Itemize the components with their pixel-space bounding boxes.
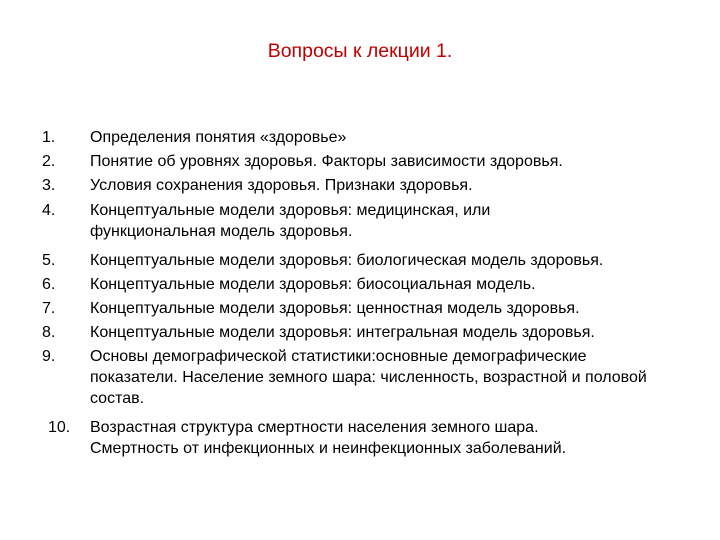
- list-item: [42, 127, 702, 148]
- item-number: 6.: [42, 275, 56, 293]
- item-number: 2.: [42, 153, 56, 171]
- item-text: Концептуальные модели здоровья: биологическая модель здоровья.: [90, 251, 604, 269]
- list-item: [42, 250, 702, 271]
- item-number: 10.: [48, 419, 71, 437]
- item-text: Понятие об уровнях здоровья. Факторы зависимости здоровья.: [90, 153, 563, 171]
- item-text: Концептуальные модели здоровья: медицинская, или функциональная модель здоровья.: [90, 201, 491, 240]
- item-text: Возрастная структура смертности населения земного шара. Смертность от инфекционных и неинфекционных заболеваний.: [90, 419, 567, 458]
- item-text: Концептуальные модели здоровья: интегральная модель здоровья.: [90, 324, 595, 342]
- question-list: [42, 127, 702, 463]
- list-item: [42, 151, 702, 172]
- item-text: Концептуальные модели здоровья: биосоциальная модель.: [90, 275, 536, 293]
- item-number: 4.: [42, 201, 56, 219]
- item-number: 1.: [42, 129, 56, 146]
- item-number: 9.: [42, 348, 56, 366]
- list-item: [42, 274, 702, 295]
- list-item: [42, 417, 702, 459]
- list-item: [42, 346, 702, 409]
- item-text: Концептуальные модели здоровья: ценностная модель здоровья.: [90, 299, 580, 317]
- list-item: [42, 175, 702, 196]
- item-text: Основы демографической статистики:основные демографические показатели. Население земного шара: численность, возрастной и половой состав.: [90, 348, 647, 408]
- item-number: 3.: [42, 177, 56, 195]
- list-item: [42, 200, 702, 242]
- item-number: 5.: [42, 251, 56, 269]
- list-item: [42, 298, 702, 319]
- item-number: 7.: [42, 299, 56, 317]
- item-number: 8.: [42, 324, 56, 342]
- list-item: [42, 322, 702, 343]
- slide-title: Вопросы к лекции 1.: [267, 40, 453, 62]
- item-text: Определения понятия «здоровье»: [90, 129, 347, 146]
- item-text: Условия сохранения здоровья. Признаки здоровья.: [90, 177, 473, 195]
